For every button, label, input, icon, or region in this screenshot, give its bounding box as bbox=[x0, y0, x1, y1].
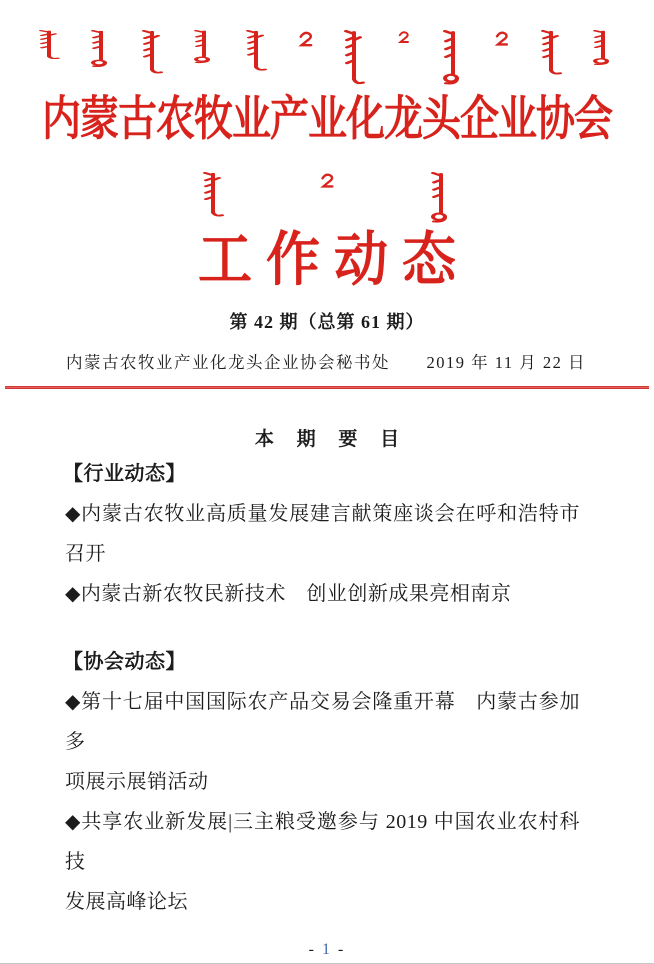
mongolian-word-icon bbox=[430, 172, 452, 224]
toc-item-line: ◆第十七届中国国际农产品交易会隆重开幕 内蒙古参加多 bbox=[65, 691, 580, 753]
mongolian-word-icon bbox=[395, 30, 412, 45]
mongolian-script-banner bbox=[38, 30, 614, 87]
toc-section-industry bbox=[65, 460, 580, 614]
toc-item-line: 召开 bbox=[65, 543, 106, 565]
mongolian-word-icon bbox=[592, 30, 614, 66]
page-number-value: 1 bbox=[322, 941, 332, 958]
toc-item bbox=[65, 682, 580, 802]
mongolian-word-icon bbox=[38, 30, 60, 60]
issue-line: 第 42 期（总第 61 期） bbox=[229, 312, 425, 332]
page-number-prefix: - bbox=[308, 941, 316, 958]
toc-heading: 本 期 要 目 bbox=[254, 429, 409, 450]
toc-item-line: 项展示展销活动 bbox=[65, 771, 209, 793]
publisher-row bbox=[66, 352, 586, 374]
mongolian-script-subtitle bbox=[202, 172, 452, 224]
toc-item bbox=[65, 574, 580, 614]
publish-date: 2019 年 11 月 22 日 bbox=[426, 353, 586, 372]
mongolian-word-icon bbox=[90, 30, 112, 68]
toc-item bbox=[65, 802, 580, 922]
mongolian-word-icon bbox=[343, 30, 365, 86]
toc-item-line: ◆内蒙古新农牧民新技术 创业创新成果亮相南京 bbox=[65, 583, 512, 605]
mongolian-word-icon bbox=[442, 30, 464, 86]
toc-item-line: ◆内蒙古农牧业高质量发展建言献策座谈会在呼和浩特市 bbox=[65, 503, 580, 525]
publisher: 内蒙古农牧业产业化龙头企业协会秘书处 bbox=[66, 353, 390, 372]
mongolian-word-icon bbox=[193, 30, 215, 64]
mongolian-word-icon bbox=[202, 172, 224, 218]
page-number-suffix: - bbox=[338, 941, 346, 958]
toc-item-line: 发展高峰论坛 bbox=[65, 891, 188, 913]
mongolian-word-icon bbox=[540, 30, 562, 76]
org-name-title: 内蒙古农牧业产业化龙头企业协会 bbox=[41, 93, 612, 147]
toc-item-line: ◆共享农业新发展|三主粮受邀参与 2019 中国农业农村科技 bbox=[65, 811, 580, 873]
mongolian-word-icon bbox=[141, 30, 163, 75]
section-title-industry: 【行业动态】 bbox=[63, 463, 186, 485]
toc-item bbox=[65, 494, 580, 574]
bulletin-title: 工作动态 bbox=[198, 227, 470, 293]
mongolian-word-icon bbox=[493, 30, 510, 48]
mongolian-word-icon bbox=[318, 172, 336, 190]
masthead-divider-rule bbox=[5, 386, 649, 389]
section-title-association: 【协会动态】 bbox=[63, 651, 186, 673]
page-number bbox=[0, 940, 654, 960]
toc-section-association bbox=[65, 648, 580, 922]
mongolian-word-icon bbox=[245, 30, 267, 72]
mongolian-word-icon bbox=[297, 30, 314, 49]
